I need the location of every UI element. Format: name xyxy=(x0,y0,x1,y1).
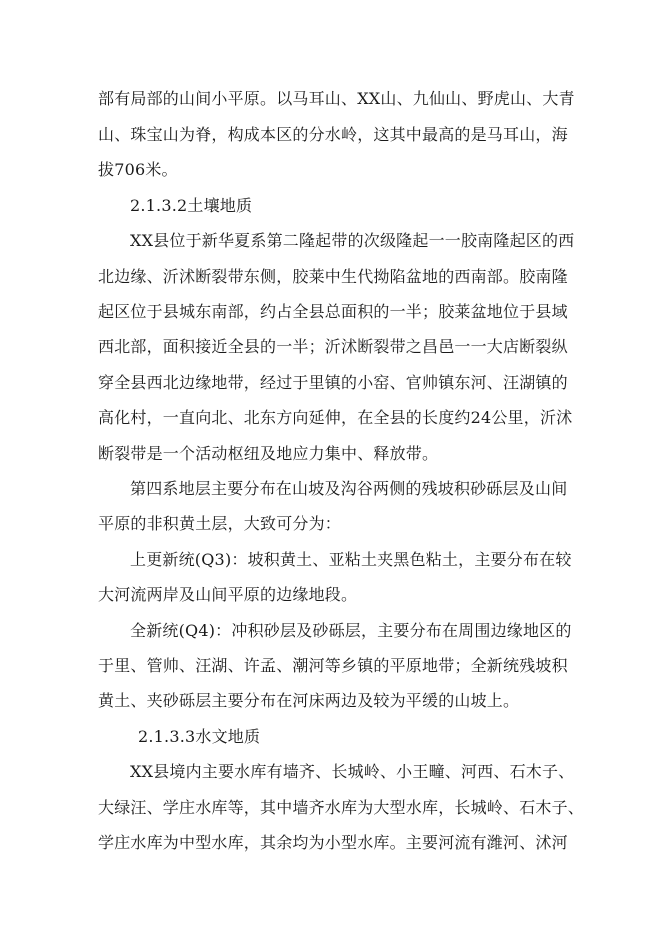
text-line-8: 西北部，面积接近全县的一半；沂沭断裂带之昌邑一一大店断裂纵 xyxy=(98,337,568,356)
text-line-17: 于里、管帅、汪湖、许孟、潮河等乡镇的平原地带；全新统残坡积 xyxy=(98,656,568,675)
text-line-10: 高化村，一直向北、北东方向延伸，在全县的长度约24公里，沂沭 xyxy=(98,408,573,427)
text-line-9: 穿全县西北边缘地带，经过于里镇的小窑、官帅镇东河、汪湖镇的 xyxy=(98,373,568,392)
text-line-5: XX县位于新华夏系第二隆起带的次级隆起一一胶南隆起区的西 xyxy=(130,231,575,250)
text-line-6: 北边缘、沂沭断裂带东侧，胶莱中生代拗陷盆地的西南部。胶南隆 xyxy=(98,267,568,286)
text-line-22: 学庄水库为中型水库，其余均为小型水库。主要河流有潍河、沭河 xyxy=(98,833,568,852)
section-heading-hydrogeology: 2.1.3.3水文地质 xyxy=(138,727,261,746)
text-line-1: 部有局部的山间小平原。以马耳山、XX山、九仙山、野虎山、大青 xyxy=(98,89,575,108)
text-line-11: 断裂带是一个活动枢纽及地应力集中、释放带。 xyxy=(98,444,439,463)
text-line-18: 黄土、夹砂砾层主要分布在河床两边及较为平缓的山坡上。 xyxy=(98,691,520,710)
text-line-20: XX县境内主要水库有墙齐、长城岭、小王疃、河西、石木子、 xyxy=(130,762,575,781)
text-line-15: 大河流两岸及山间平原的边缘地段。 xyxy=(98,585,358,604)
section-heading-soil-geology: 2.1.3.2土壤地质 xyxy=(130,196,253,215)
text-line-14: 上更新统(Q3)：坡积黄土、亚粘土夹黑色粘土，主要分布在较 xyxy=(130,550,572,569)
text-line-16: 全新统(Q4)：冲积砂层及砂砾层，主要分布在周围边缘地区的 xyxy=(130,621,572,640)
text-line-12: 第四系地层主要分布在山坡及沟谷两侧的残坡积砂砾层及山间 xyxy=(130,479,568,498)
text-line-21: 大绿汪、学庄水库等，其中墙齐水库为大型水库，长城岭、石木子、 xyxy=(98,798,585,817)
text-line-3: 拔706米。 xyxy=(98,160,178,179)
text-line-7: 起区位于县城东南部，约占全县总面积的一半；胶莱盆地位于县域 xyxy=(98,302,568,321)
text-line-2: 山、珠宝山为脊，构成本区的分水岭，这其中最高的是马耳山，海 xyxy=(98,125,568,144)
text-line-13: 平原的非积黄土层，大致可分为： xyxy=(98,514,342,533)
